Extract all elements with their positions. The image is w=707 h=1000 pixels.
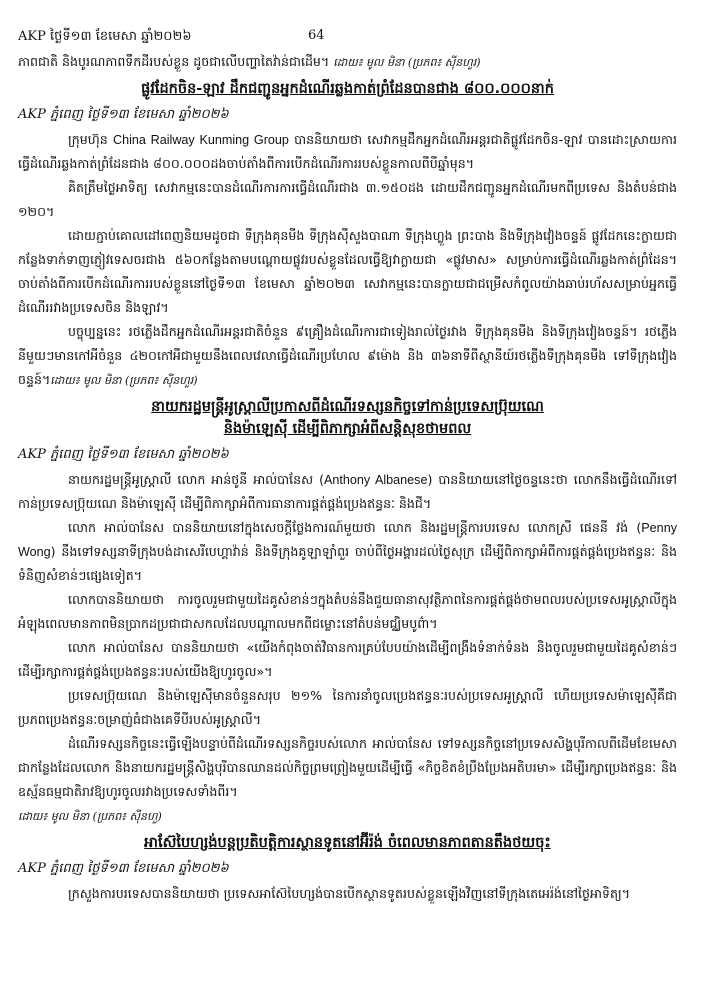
paragraph: ប្រទេសប្រ៊ុយណេ និងម៉ាឡេស៊ីមានចំនួនសរុប ២១% នៃការនាំចូលប្រេងឥន្ធនៈរបស់ប្រទេសអូស្ត្រាលី ហើយប្រទេសម៉ាឡេស៊ីគឺជាប្រភពប្រេងឥន្ធនៈចម្រាញ់ធំជាងគេទីបីរបស់អូស្ត្រាលី។ — [18, 688, 677, 727]
paragraph: គិតត្រឹមថ្ងៃអាទិត្យ សេវាកម្មនេះបានដំណើរការការធ្វើដំណើរជាង ៣.១៥០ដង ដោយដឹកជញ្ជូនអ្នកដំណើរមកពីប្រទេស និងតំបន់ជាង ១២០។ — [18, 180, 677, 219]
article-headline: នាយករដ្ឋមន្ត្រីអូស្ត្រាលីប្រកាសពីដំណើរទស្សនកិច្ចទៅកាន់ប្រទេសប្រ៊ុយណេ និងម៉ាឡេស៊ី ដើម្បីពិភាក្សាអំពីសន្តិសុខថាមពល — [151, 399, 544, 437]
source-credit: ដោយ៖ មូល មិនា (ប្រភព៖ ស៊ីនហួរ) — [50, 374, 198, 387]
header-meta: AKP ថ្ងៃទី១៣ ខែមេសា ឆ្នាំ២០២៦ — [18, 29, 192, 44]
paragraph: ក្រសួងការបរទេសបាននិយាយថា ប្រទេសអាស៊ែបៃហ្សង់បានបើកស្ថានទូតរបស់ខ្លួនឡើងវិញនៅទីក្រុងតេអេរ៉ង់នៅថ្ងៃអាទិត្យ។ — [68, 886, 631, 901]
paragraph: លោកបាននិយាយថា ការចូលរួមជាមួយដៃគូសំខាន់ៗក្នុងតំបន់នឹងជួយធានាសុវត្ថិភាពនៃការផ្គត់ផ្គង់ថាមពលរបស់ប្រទេសអូស្ត្រាលីក្នុងអំឡុងពេលមានភាពមិនប្រាកដប្រជាជាសកលដែលបណ្ដាលមកពីជម្លោះនៅតំបន់មជ្ឈិមបូព៌ា។ — [18, 592, 677, 631]
paragraph: បច្ចុប្បន្ននេះ រថភ្លើងដឹកអ្នកដំណើរអន្តរជាតិចំនួន ៩គ្រឿងដំណើរការជាទៀងរាល់ថ្ងៃរវាង ទីក្រុងគុនមីង និងទីក្រុងវៀងចន្ទន៍។ រថភ្លើងនីមួយៗមានកៅអីចំនួន ៤២០កៅអីជាមួយនឹងពេលវេលាធ្វើដំណើរប្រហែល ៩ម៉ោង និង ៣៦នាទីពីស្ថានីយ៍រថភ្លើងទីក្រុងគុនមីង ទៅទីក្រុងវៀងចន្ទន៍។ដោយ៖ មូល មិនា (ប្រភព៖ ស៊ីនហួរ) — [18, 324, 677, 387]
paragraph: ដំណើរទស្សនកិច្ចនេះធ្វើឡើងបន្ទាប់ពីដំណើរទស្សនកិច្ចរបស់លោក អាល់បានែស ទៅទស្សនកិច្ចនៅប្រទេសសិង្ហបុរីកាលពីដើមខែមេសា ជាកន្លែងដែលលោក និងនាយករដ្ឋមន្ត្រីសិង្ហបុរីបានឈានដល់កិច្ចព្រមព្រៀងមួយដើម្បីធ្វើ «កិច្ចខិតខំប្រឹងប្រែងអតិបរមា» ដើម្បីរក្សាប្រេងឥន្ធនៈ និងឧស្ម័នធម្មជាតិរាវឱ្យហូរចូលរវាងប្រទេសទាំងពីរ។ — [18, 736, 677, 799]
source-credit: ដោយ៖ មូល មិនា (ប្រភព៖ ស៊ីនហួរ) — [333, 56, 481, 69]
paragraph: ក្រុមហ៊ុន China Railway Kunming Group បាននិយាយថា សេវាកម្មដឹកអ្នកដំណើរអន្តរជាតិផ្លូវដែកចិន-ឡាវ បានដោះស្រាយការធ្វើដំណើរឆ្លងកាត់ព្រំដែនជាង ៨០០.០០០ដងចាប់តាំងពីការបើកដំណើរការរបស់ខ្លួនកាលពីបីឆ្នាំមុន។ — [18, 132, 678, 171]
article-dateline: AKP ភ្នំពេញ ថ្ងៃទី១៣ ខែមេសា ឆ្នាំ២០២៦ — [18, 861, 229, 876]
article-dateline: AKP ភ្នំពេញ ថ្ងៃទី១៣ ខែមេសា ឆ្នាំ២០២៦ — [18, 447, 229, 462]
paragraph: នាយករដ្ឋមន្ត្រីអូស្ត្រាលី លោក អាន់ថូនី អាល់បានែស (Anthony Albanese) បាននិយាយនៅថ្ងៃចន្ទនេះថា លោកនឹងធ្វើដំណើរទៅកាន់ប្រទេសប្រ៊ុយណេ និងម៉ាឡេស៊ី ដើម្បីពិភាក្សាអំពីការធានាការផ្គត់ផ្គង់ប្រេងឥន្ធនៈ និងជី។ — [18, 472, 678, 511]
article-headline: អាស៊ែបៃហ្សង់បន្តប្រតិបត្តិការស្ថានទូតនៅអ៊ីរ៉ង់ ចំពេលមានភាពតានតឹងថយចុះ — [144, 835, 551, 851]
paragraph: លោក អាល់បានែស បាននិយាយនៅក្នុងសេចក្ដីថ្លែងការណ៍មួយថា លោក និងរដ្ឋមន្ត្រីការបរទេស លោកស្រី ផេននី វង់ (Penny Wong) នឹងទៅទស្សនាទីក្រុងបង់ដាសេរីបេហ្គាវ៉ាន់ និងទីក្រុងគូឡាឡាំពួរ ចាប់ពីថ្ងៃអង្គារដល់ថ្ងៃសុក្រ ដើម្បីពិភាក្សាអំពីការផ្គត់ផ្គង់ប្រេងឥន្ធនៈ និងទំនិញសំខាន់ៗផ្សេងទៀត។ — [18, 520, 677, 583]
paragraph: ដោយភ្ជាប់គោលដៅពេញនិយមដូចជា ទីក្រុងគុនមីង ទីក្រុងស៊ីសួងបាណា ទីក្រុងហ្លួង ព្រះបាង និងទីក្រុងវៀងចន្ទន៍ ផ្លូវដែកនេះក្លាយជាកន្លែងទាក់ទាញភ្ញៀវទេសចរជាង ៥៦០កន្លែងតាមបណ្ដោយផ្លូវរបស់ខ្លួនដែលធ្វើឱ្យវាក្លាយជា «ផ្លូវមាស» សម្រាប់ការធ្វើដំណើរឆ្លងកាត់ព្រំដែន។ ចាប់តាំងពីការបើកដំណើរការរបស់ខ្លួននៅថ្ងៃទី១៣ ខែមេសា ឆ្នាំ២០២៣ សេវាកម្មនេះបានក្លាយជាជម្រើសកំពូលយ៉ាងឆាប់រហ័សសម្រាប់អ្នកធ្វើដំណើររវាងប្រទេសចិន និងឡាវ។ — [18, 228, 677, 315]
page-number: 64 — [308, 28, 325, 43]
page-header — [18, 28, 677, 50]
continuation-text: ភាពជាតិ និងបូរណភាពទឹកដីរបស់ខ្លួន ដូចជាលើបញ្ហាតៃវ៉ាន់ជាដើម។ ដោយ៖ មូល មិនា (ប្រភព៖ ស៊ីនហួរ) — [18, 54, 481, 69]
source-credit: ដោយ៖ មូល មិនា (ប្រភព៖ ស៊ីនហួ) — [18, 810, 162, 823]
article-headline: ផ្លូវដែកចិន-ឡាវ ដឹកជញ្ជូនអ្នកដំណើរឆ្លងកាត់ព្រំដែនបានជាង ៨០០.០០០នាក់ — [141, 81, 554, 97]
paragraph: លោក អាល់បានែស បាននិយាយថា «យើងកំពុងចាត់វិធានការគ្រប់បែបយ៉ាងដើម្បីពង្រឹងទំនាក់ទំនង និងចូលរួមជាមួយដៃគូសំខាន់ៗ ដើម្បីរក្សាការផ្គត់ផ្គង់ប្រេងឥន្ធនៈរបស់យើងឱ្យហូរចូល»។ — [18, 640, 677, 679]
article-dateline: AKP ភ្នំពេញ ថ្ងៃទី១៣ ខែមេសា ឆ្នាំ២០២៦ — [18, 107, 229, 122]
